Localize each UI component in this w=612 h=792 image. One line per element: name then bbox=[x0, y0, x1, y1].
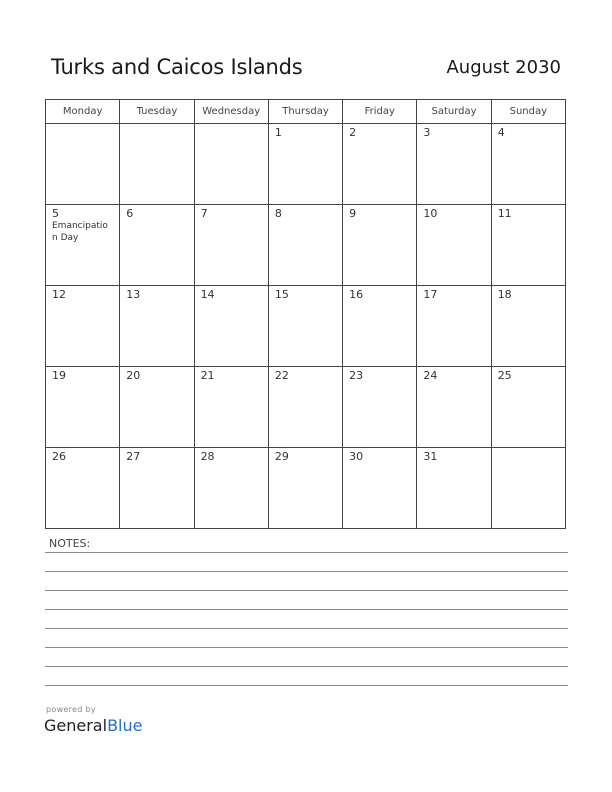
day-cell bbox=[491, 205, 565, 286]
calendar-title: Turks and Caicos Islands bbox=[51, 55, 303, 79]
day-cell bbox=[194, 367, 268, 448]
day-number: 30 bbox=[349, 450, 364, 463]
brand-blue: Blue bbox=[107, 716, 143, 735]
weekday-header: Thursday bbox=[268, 100, 342, 124]
weekday-header: Tuesday bbox=[120, 100, 194, 124]
day-cell bbox=[491, 448, 565, 529]
week-row bbox=[46, 448, 566, 529]
day-number: 2 bbox=[349, 126, 357, 139]
week-row bbox=[46, 367, 566, 448]
day-number: 16 bbox=[349, 288, 364, 301]
day-cell bbox=[194, 205, 268, 286]
day-cell bbox=[268, 124, 342, 205]
day-cell bbox=[417, 205, 491, 286]
weekday-header-row bbox=[46, 100, 566, 124]
calendar-grid bbox=[45, 99, 566, 529]
note-line bbox=[45, 628, 568, 629]
day-number: 10 bbox=[423, 207, 438, 220]
day-number: 31 bbox=[423, 450, 438, 463]
day-number: 7 bbox=[200, 207, 208, 220]
day-cell bbox=[46, 286, 120, 367]
day-cell bbox=[491, 367, 565, 448]
day-number: 25 bbox=[497, 369, 512, 382]
day-cell bbox=[194, 448, 268, 529]
day-number: 1 bbox=[274, 126, 282, 139]
day-number: 8 bbox=[274, 207, 282, 220]
day-number: 27 bbox=[126, 450, 141, 463]
day-cell bbox=[343, 205, 417, 286]
note-line bbox=[45, 647, 568, 648]
day-cell bbox=[343, 286, 417, 367]
generalblue-logo[interactable] bbox=[44, 716, 142, 735]
note-line bbox=[45, 590, 568, 591]
day-number: 3 bbox=[423, 126, 431, 139]
day-cell bbox=[268, 448, 342, 529]
week-row bbox=[46, 124, 566, 205]
day-number: 13 bbox=[126, 288, 141, 301]
day-cell bbox=[46, 367, 120, 448]
day-cell bbox=[120, 367, 194, 448]
day-cell bbox=[417, 367, 491, 448]
day-number: 23 bbox=[349, 369, 364, 382]
day-cell bbox=[46, 205, 120, 286]
note-line bbox=[45, 666, 568, 667]
day-number: 28 bbox=[200, 450, 215, 463]
day-number: 6 bbox=[126, 207, 134, 220]
day-cell bbox=[120, 124, 194, 205]
day-cell bbox=[343, 124, 417, 205]
weekday-header: Saturday bbox=[417, 100, 491, 124]
day-number: 20 bbox=[126, 369, 141, 382]
day-number: 19 bbox=[52, 369, 66, 382]
powered-by-text: powered by bbox=[46, 705, 96, 714]
day-cell bbox=[46, 124, 120, 205]
day-number: 15 bbox=[274, 288, 289, 301]
week-row bbox=[46, 205, 566, 286]
day-number: 24 bbox=[423, 369, 438, 382]
day-cell bbox=[268, 286, 342, 367]
note-line bbox=[45, 609, 568, 610]
day-number: 4 bbox=[497, 126, 505, 139]
day-number: 17 bbox=[423, 288, 438, 301]
day-number: 26 bbox=[52, 450, 66, 463]
day-cell bbox=[120, 448, 194, 529]
day-cell bbox=[343, 448, 417, 529]
day-number: 5 bbox=[52, 207, 59, 220]
note-line bbox=[45, 552, 568, 553]
weekday-header: Friday bbox=[343, 100, 417, 124]
day-cell bbox=[491, 124, 565, 205]
day-cell bbox=[343, 367, 417, 448]
day-cell bbox=[194, 286, 268, 367]
weekday-header: Wednesday bbox=[194, 100, 268, 124]
day-number: 18 bbox=[497, 288, 512, 301]
note-line bbox=[45, 571, 568, 572]
day-number: 21 bbox=[200, 369, 215, 382]
day-cell bbox=[491, 286, 565, 367]
notes-label: NOTES: bbox=[49, 537, 91, 550]
day-cell bbox=[268, 205, 342, 286]
day-number: 22 bbox=[274, 369, 289, 382]
day-number: 9 bbox=[349, 207, 357, 220]
day-cell bbox=[417, 448, 491, 529]
day-number: 11 bbox=[497, 207, 512, 220]
holiday-label: Emancipation Day bbox=[52, 221, 108, 243]
weekday-header: Monday bbox=[46, 100, 120, 124]
calendar-month: August 2030 bbox=[446, 57, 561, 78]
day-cell bbox=[417, 124, 491, 205]
day-cell bbox=[120, 205, 194, 286]
day-cell bbox=[417, 286, 491, 367]
day-cell bbox=[46, 448, 120, 529]
day-number: 14 bbox=[200, 288, 215, 301]
day-cell bbox=[120, 286, 194, 367]
week-row bbox=[46, 286, 566, 367]
day-number: 12 bbox=[52, 288, 66, 301]
day-cell bbox=[268, 367, 342, 448]
note-line bbox=[45, 685, 568, 686]
day-number: 29 bbox=[274, 450, 289, 463]
day-cell bbox=[194, 124, 268, 205]
weekday-header: Sunday bbox=[491, 100, 565, 124]
brand-general: General bbox=[44, 716, 108, 735]
